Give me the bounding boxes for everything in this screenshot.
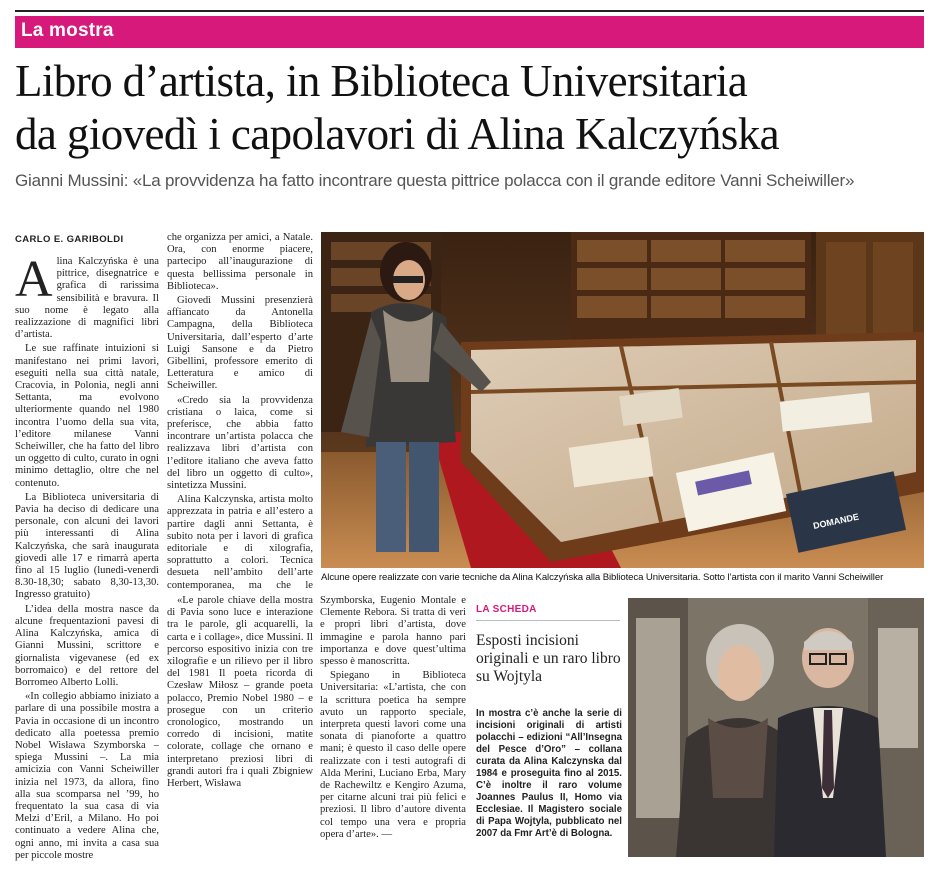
article-paragraph: L’idea della mostra nasce da alcune frequentazioni pavesi di Alina Kalczyńska, amica di Gianni Mussini, scrittore e giornalista vigevanese (ed ex borromaico) e del rettore del Borromeo Alberto Lolli. [15, 603, 159, 688]
article-paragraph: La Biblioteca universitaria di Pavia ha deciso di dedicare una personale, con alcuni dei lavori più interessanti di Alina Kalczyńska, che sarà inaugurata giovedì alle 17 e rimarrà aperta fino al 15 luglio (lunedì-venerdì 8.30-18,30; sabato 8,30-13,30. Ingresso gratuito) [15, 491, 159, 601]
article-paragraph: «In collegio abbiamo iniziato a parlare di una possibile mostra a Pavia in occasione di un incontro dedicato alla poetessa premio Nobel Wisława Szymborska – spiega Mussini –. La mia amicizia con Vanni Scheiwiller inizia nel 1973, da allora, fino alla sua scomparsa nel ’99, ho frequentato la sua casa di via Melzi d’Eril, a Milano. Ho poi continuato a vedere Alina che, ogni anno, mi invita a casa sua per piccole mostre [15, 691, 159, 861]
scheda-title: Esposti incisioni originali e un raro libro su Wojtyla [476, 632, 621, 685]
article-paragraph: Le sue raffinate intuizioni si manifestano nei primi lavori, eseguiti nella sua città natale, Cracovia, in Polonia, negli anni Settanta, ma evolvono ulteriormente quando nel 1980 incontra l’uomo della sua vita, l’editore milanese Vanni Scheiwiller, che ha fatto del libro un oggetto di culto, curato in ogni minimo dettaglio, oltre che nel contenuto. [15, 343, 159, 489]
article-column-2 [167, 232, 313, 592]
library-exhibition-photo [321, 232, 924, 568]
photo-caption: Alcune opere realizzate con varie tecniche da Alina Kalczyńska alla Biblioteca Universitaria. Sotto l’artista con il marito Vanni Scheiwiller [321, 572, 884, 583]
couple-portrait-photo [628, 598, 924, 857]
article-paragraph: Szymborska, Eugenio Montale e Clemente Rebora. Si tratta di veri e propri libri d’artista, dove immagine e parola hanno pari importanza e dove quest’ultima spesso è manoscritta. [320, 595, 466, 668]
library-exhibition-illustration [321, 232, 924, 568]
article-paragraph: che organizza per amici, a Natale. Ora, con enorme piacere, partecipo all’inaugurazione di questa bellissima personale in Biblioteca». [167, 232, 313, 292]
book-title: DOMANDE [812, 511, 860, 532]
article-paragraph: Alina Kalczyńska è una pittrice, disegnatrice e grafica di rarissima sensibilità e bravura. Il suo nome è legato alla realizzazione di magnifici libri d’artista. [15, 256, 159, 341]
drop-cap: A [15, 256, 53, 308]
couple-portrait-illustration [628, 598, 924, 857]
article-paragraph: Spiegano in Biblioteca Universitaria: «L’artista, che con la scrittura poetica ha sempre avuto un rapporto speciale, interpreta questi lavori come una sonata di pianoforte a quattro mani; è questo il caso delle opere realizzate con i testi autografi di Alda Merini, Luciano Erba, Mary de Rachewiltz e Kengiro Azuma, per citarne alcuni trai più felici e preziosi. Il libro d’autore diventa col tempo una vera e propria opera d’arte». — [320, 670, 466, 840]
subtitle: Gianni Mussini: «La provvidenza ha fatto incontrare questa pittrice polacca con il grande editore Vanni Scheiwiller» [15, 171, 855, 190]
scheda-label: LA SCHEDA [476, 604, 537, 615]
article-paragraph: «Le parole chiave della mostra di Pavia sono luce e interazione tra le parole, gli acquarelli, la carta e i collage», dice Mussini. Il percorso espositivo inizia con tre xilografie e un rilievo per il libro del 1981 Il poeta ricorda di Czesław Miłosz – grande poeta polacco, Premio Nobel 1980 – e prosegue con un criterio cronologico, mostrando un corredo di incisioni, matite colorate, collage che ornano e interpretano preziosi libri di grandi autori fra i quali Zbigniew Herbert, Wisława [167, 595, 313, 790]
section-label: La mostra [21, 20, 114, 41]
article-paragraph: Alina Kalczynska, artista molto apprezzata in patria e all’estero a partire dagli anni Settanta, è subito nota per i lavori di grafica editoriale e di xilografia, soprattutto a colori. Tecnica desueta nell’ambito dell’arte contemporanea, ma che le [167, 494, 313, 591]
scheda-body: In mostra c’è anche la serie di incisioni originali di artisti polacchi – edizioni “All’Insegna del Pesce d’Oro” – collana curata da Alina Kalczynska dal 1984 e proseguita fino al 2015. C’è inoltre il raro volume Joannes Paulus II, Homo via Ecclesiae. Il Magistero sociale di Papa Wojtyla, pubblicato nel 2007 da Fmr Art’è di Bologna. [476, 708, 622, 839]
article-column-3 [320, 595, 466, 867]
headline [15, 55, 930, 161]
article-column-2-lower [167, 595, 313, 867]
article-paragraph: «Credo sia la provvidenza cristiana o laica, come si preferisce, che abbia fatto incontrare un’artista polacca che realizzava libri d’artista con l’editore italiano che aveva fatto del libro un oggetto di culto», sintetizza Mussini. [167, 394, 313, 492]
article-column-1 [15, 256, 159, 866]
byline: CARLO E. GARIBOLDI [15, 234, 124, 245]
section-band [15, 16, 924, 48]
top-rule [15, 10, 924, 12]
headline-line-2: da giovedì i capolavori di Alina Kalczyńska [15, 109, 779, 159]
article-paragraph: Giovedì Mussini presenzierà affiancato da Antonella Campagna, della Biblioteca Universitaria, dall’esperto d’arte Luigi Sansone e da Pietro Gibellini, professore emerito di Letteratura e amico di Scheiwiller. [167, 295, 313, 392]
headline-line-1: Libro d’artista, in Biblioteca Universitaria [15, 56, 748, 106]
